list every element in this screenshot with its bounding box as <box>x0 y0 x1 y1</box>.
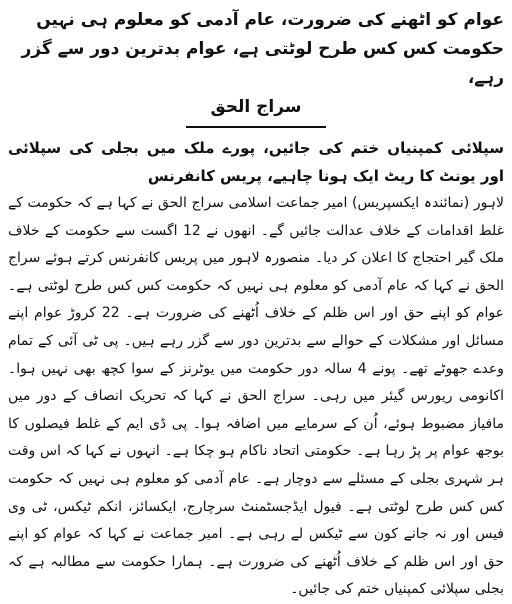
headline-divider <box>186 126 326 128</box>
headline-byline: سراج الحق <box>210 97 302 117</box>
headline-text: عوام کو اٹھنے کی ضرورت، عام آدمی کو معلوم ہی نہیں حکومت کس کس طرح لوٹتی ہے، عوام بدترین دور سے گزر رہے، <box>21 10 504 88</box>
article-subheadline: سپلائی کمپنیاں ختم کی جائیں، پورے ملک میں بجلی کی سپلائی اور یونٹ کا ریٹ ایک ہونا چاہیے، پریس کانفرنس <box>8 139 504 185</box>
article-body: لاہور (نمائندہ ایکسپریس) امیر جماعت اسلامی سراج الحق نے کہا ہے کہ حکومت کے غلط اقدامات کے خلاف عدالت جائیں گے۔ انھوں نے 12 اگست سے حکومت کے خلاف ملک گیر احتجاج کا اعلان کر دیا۔ منصورہ لاہور میں پریس کانفرنس کرتے ہوئے سراج الحق نے کہا کہ عام آدمی کو معلوم ہی نہیں کہ حکومت کس کس طرح لوٹتی ہے۔ عوام کو اپنے حق اور اس ظلم کے خلاف اُٹھنے کی ضرورت ہے۔ 22 کروڑ عوام اپنے مسائل اور مشکلات کے حوالے سے بدترین دور سے گزر رہے ہیں۔ پی ٹی آئی کے تمام وعدے جھوٹے تھے۔ پونے 4 سالہ دور حکومت میں یوٹرنز کے سوا کچھ بھی نہیں ہوا۔ اکانومی ریورس گیئر میں رہی۔ سراج الحق نے کہا کہ تحریک انصاف کے دور میں مافیاز مضبوط ہوئے، اُن کے سرمایے میں اضافہ ہوا۔ پی ڈی ایم کے غلط فیصلوں کا بوجھ عوام پر پڑ رہا ہے۔ حکومتی اتحاد ناکام ہو چکا ہے۔ انہوں نے کہا کہ اس وقت ہر شہری بجلی کے مسئلے سے دوچار ہے۔ عام آدمی کو معلوم ہی نہیں کہ حکومت کس کس طرح لوٹتی ہے۔ فیول ایڈجسٹمنٹ سرچارج، ایکسائز، انکم ٹیکس، ٹی وی فیس اور نہ جانے کون سے ٹیکس لے رہی ہے۔ امیر جماعت نے کہا کہ عوام کو اپنے حق اور اس ظلم کے خلاف اُٹھنے کی ضرورت ہے۔ ہمارا حکومت سے مطالبہ ہے کہ بجلی سپلائی کمپنیاں ختم کی جائیں۔ <box>8 195 505 598</box>
article-headline <box>8 6 504 122</box>
